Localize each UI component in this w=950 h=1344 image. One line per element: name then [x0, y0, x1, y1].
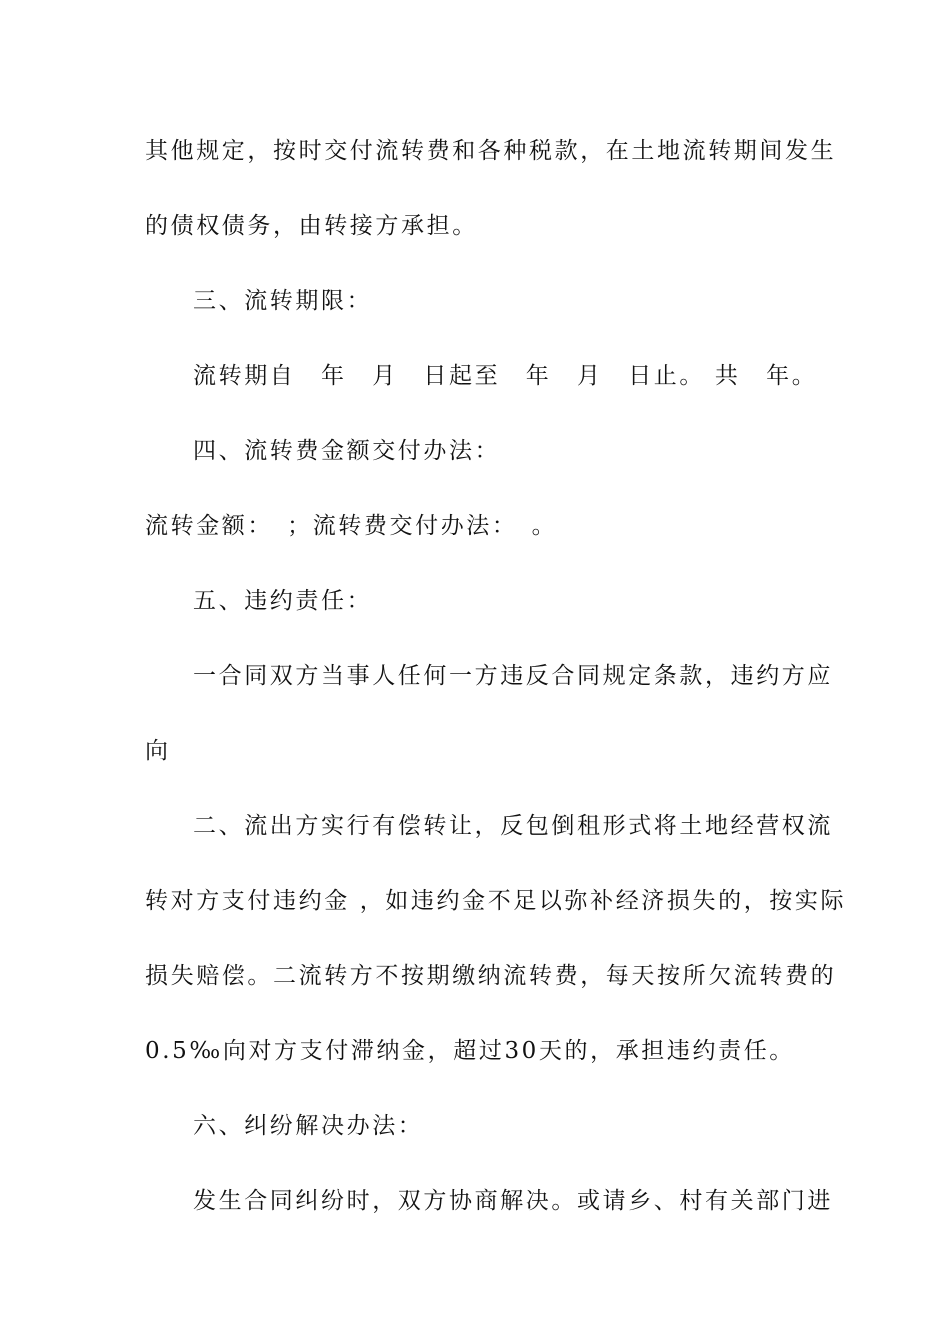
paragraph-line: 一合同双方当事人任何一方违反合同规定条款，违约方应: [193, 663, 833, 689]
paragraph-line: 发生合同纠纷时，双方协商解决。或请乡、村有关部门进: [193, 1188, 833, 1214]
paragraph-line: 0.5‰向对方支付滞纳金，超过30天的，承担违约责任。: [145, 1038, 795, 1064]
paragraph-line: 的债权债务，由转接方承担。: [145, 213, 478, 239]
section-heading: 三、流转期限：: [193, 288, 373, 314]
paragraph-line: 二、流出方实行有偿转让，反包倒租形式将土地经营权流: [193, 813, 833, 839]
paragraph-line: 流转金额： ；流转费交付办法： 。: [145, 513, 558, 539]
paragraph-line: 向: [145, 738, 171, 764]
section-heading: 六、纠纷解决办法：: [193, 1113, 424, 1139]
paragraph-line: 其他规定，按时交付流转费和各种税款，在土地流转期间发生: [145, 138, 837, 164]
paragraph-line: 流转期自 年 月 日起至 年 月 日止。 共 年。: [193, 363, 818, 389]
section-heading: 四、流转费金额交付办法：: [193, 438, 501, 464]
paragraph-line: 损失赔偿。二流转方不按期缴纳流转费，每天按所欠流转费的: [145, 963, 837, 989]
section-heading: 五、违约责任：: [193, 588, 373, 614]
paragraph-line: 转对方支付违约金 ，如违约金不足以弥补经济损失的，按实际: [145, 888, 847, 914]
